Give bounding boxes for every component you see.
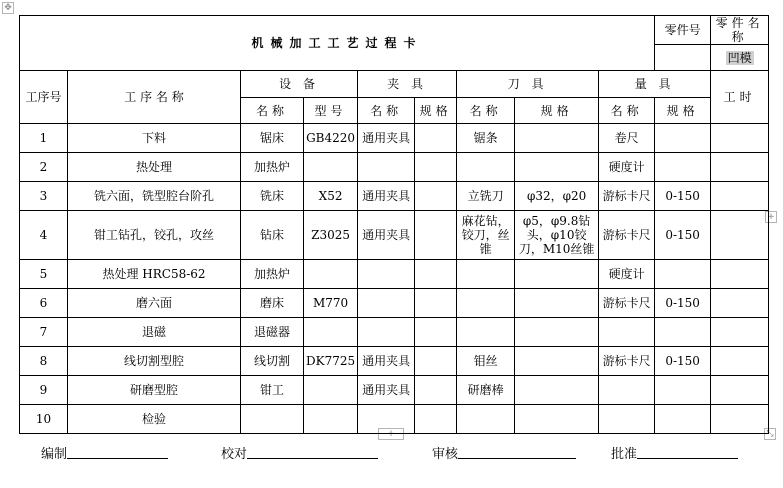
equipment-model-cell[interactable] [304, 376, 358, 405]
table-row [20, 153, 769, 182]
fixture-name-cell[interactable] [358, 260, 415, 289]
fixture-name-cell[interactable]: 通用夹具 [358, 376, 415, 405]
equipment-model-cell[interactable] [304, 260, 358, 289]
tool-spec-cell[interactable] [515, 318, 599, 347]
fixture-spec-cell[interactable] [415, 153, 457, 182]
table-row [20, 260, 769, 289]
process-name-header: 工 序 名 称 [68, 71, 241, 124]
process-name-cell[interactable]: 铣六面，铣型腔台阶孔 [68, 182, 241, 211]
fixture-spec-cell[interactable] [415, 347, 457, 376]
process-name-cell[interactable]: 研磨型腔 [68, 376, 241, 405]
equipment-model-subheader: 型号 [304, 98, 358, 124]
gauge-spec-cell[interactable]: 0-150 [655, 182, 711, 211]
equipment-name-cell[interactable]: 退磁器 [241, 318, 304, 347]
process-name-cell[interactable]: 检验 [68, 405, 241, 434]
equipment-name-cell[interactable]: 线切割 [241, 347, 304, 376]
tool-name-cell[interactable]: 锯条 [457, 124, 515, 153]
process-name-cell[interactable]: 下料 [68, 124, 241, 153]
fixture-name-cell[interactable] [358, 153, 415, 182]
approved-signature-line[interactable] [637, 458, 738, 459]
fixture-spec-subheader: 规格 [415, 98, 457, 124]
tool-header: 刀 具 [457, 71, 599, 98]
step-no-cell[interactable]: 5 [20, 260, 68, 289]
gauge-name-cell[interactable]: 硬度计 [599, 153, 655, 182]
approved-label: 批准 [611, 447, 638, 462]
equipment-model-cell[interactable]: DK7725 [304, 347, 358, 376]
step-no-cell[interactable]: 2 [20, 153, 68, 182]
gauge-spec-cell[interactable] [655, 405, 711, 434]
step-no-cell[interactable]: 3 [20, 182, 68, 211]
table-row [20, 124, 769, 153]
equipment-model-cell[interactable]: GB4220 [304, 124, 358, 153]
gauge-name-cell[interactable] [599, 376, 655, 405]
equipment-name-cell[interactable]: 加热炉 [241, 153, 304, 182]
fixture-spec-cell[interactable] [415, 289, 457, 318]
equipment-model-cell[interactable] [304, 153, 358, 182]
equipment-name-cell[interactable]: 加热炉 [241, 260, 304, 289]
equipment-name-cell[interactable]: 钳工 [241, 376, 304, 405]
gauge-spec-cell[interactable]: 0-150 [655, 211, 711, 260]
equipment-name-cell[interactable]: 锯床 [241, 124, 304, 153]
tool-spec-cell[interactable]: φ5，φ9.8钻头，φ10铰刀，M10丝锥 [515, 211, 599, 260]
fixture-header: 夹 具 [358, 71, 457, 98]
add-row-plus-icon[interactable]: + [378, 428, 404, 440]
step-no-cell[interactable]: 8 [20, 347, 68, 376]
gauge-name-cell[interactable]: 卷尺 [599, 124, 655, 153]
gauge-name-cell[interactable]: 硬度计 [599, 260, 655, 289]
tool-spec-cell[interactable]: φ32，φ20 [515, 182, 599, 211]
tool-name-cell[interactable]: 麻花钻，铰刀，丝锥 [457, 211, 515, 260]
part-name-value: 凹模 [727, 50, 752, 65]
prepared-label: 编制 [41, 447, 68, 462]
step-no-cell[interactable]: 4 [20, 211, 68, 260]
fixture-name-cell[interactable]: 通用夹具 [358, 347, 415, 376]
step-no-cell[interactable]: 6 [20, 289, 68, 318]
reviewed-signature-line[interactable] [458, 458, 576, 459]
time-cell[interactable] [711, 124, 769, 153]
equipment-name-cell[interactable]: 钻床 [241, 211, 304, 260]
equipment-model-cell[interactable] [304, 405, 358, 434]
equipment-name-subheader: 名称 [241, 98, 304, 124]
gauge-spec-cell[interactable]: 0-150 [655, 289, 711, 318]
step-no-cell[interactable]: 7 [20, 318, 68, 347]
table-move-handle-icon[interactable]: ✥ [2, 2, 14, 14]
time-cell[interactable] [711, 318, 769, 347]
part-name-label: 零件名称 [711, 16, 769, 45]
equipment-model-cell[interactable]: M770 [304, 289, 358, 318]
fixture-name-subheader: 名称 [358, 98, 415, 124]
step-no-header: 工序号 [20, 71, 68, 124]
tool-name-subheader: 名称 [457, 98, 515, 124]
gauge-spec-cell[interactable] [655, 153, 711, 182]
tool-name-cell[interactable]: 研磨棒 [457, 376, 515, 405]
time-header: 工时 [711, 71, 769, 124]
part-no-value[interactable] [655, 45, 711, 71]
table-row [20, 376, 769, 405]
table-row [20, 289, 769, 318]
fixture-name-cell[interactable]: 通用夹具 [358, 182, 415, 211]
fixture-name-cell[interactable] [358, 405, 415, 434]
tool-name-cell[interactable] [457, 405, 515, 434]
time-cell[interactable] [711, 153, 769, 182]
equipment-header: 设 备 [241, 71, 358, 98]
time-cell[interactable] [711, 376, 769, 405]
time-cell[interactable] [711, 405, 769, 434]
process-name-cell[interactable]: 钳工钻孔，铰孔，攻丝 [68, 211, 241, 260]
fixture-name-cell[interactable] [358, 289, 415, 318]
gauge-name-cell[interactable]: 游标卡尺 [599, 211, 655, 260]
tool-spec-subheader: 规格 [515, 98, 599, 124]
process-card-table [19, 15, 769, 434]
time-cell[interactable] [711, 211, 769, 260]
tool-name-cell[interactable] [457, 318, 515, 347]
tool-spec-cell[interactable] [515, 405, 599, 434]
fixture-spec-cell[interactable] [415, 405, 457, 434]
process-name-cell[interactable]: 热处理 HRC58-62 [68, 260, 241, 289]
step-no-cell[interactable]: 10 [20, 405, 68, 434]
checked-signature-line[interactable] [247, 458, 378, 459]
table-row [20, 405, 769, 434]
time-cell[interactable] [711, 347, 769, 376]
tool-spec-cell[interactable] [515, 260, 599, 289]
fixture-spec-cell[interactable] [415, 211, 457, 260]
tool-name-cell[interactable] [457, 289, 515, 318]
equipment-name-cell[interactable]: 铣床 [241, 182, 304, 211]
table-row [20, 347, 769, 376]
gauge-name-cell[interactable]: 游标卡尺 [599, 347, 655, 376]
tool-name-cell[interactable]: 钼丝 [457, 347, 515, 376]
fixture-spec-cell[interactable] [415, 318, 457, 347]
gauge-name-cell[interactable]: 游标卡尺 [599, 289, 655, 318]
part-no-label: 零件号 [655, 16, 711, 45]
tool-name-cell[interactable] [457, 260, 515, 289]
gauge-name-cell[interactable] [599, 318, 655, 347]
fixture-name-cell[interactable]: 通用夹具 [358, 211, 415, 260]
equipment-name-cell[interactable] [241, 405, 304, 434]
process-name-cell[interactable]: 线切割型腔 [68, 347, 241, 376]
prepared-signature-line[interactable] [67, 458, 168, 459]
gauge-spec-subheader: 规格 [655, 98, 711, 124]
gauge-spec-cell[interactable] [655, 124, 711, 153]
tool-name-cell[interactable]: 立铣刀 [457, 182, 515, 211]
tool-spec-cell[interactable] [515, 347, 599, 376]
equipment-model-cell[interactable] [304, 318, 358, 347]
reviewed-label: 审核 [432, 447, 459, 462]
tool-spec-cell[interactable] [515, 289, 599, 318]
gauge-name-subheader: 名称 [599, 98, 655, 124]
tool-spec-cell[interactable] [515, 153, 599, 182]
equipment-model-cell[interactable]: Z3025 [304, 211, 358, 260]
fixture-spec-cell[interactable] [415, 182, 457, 211]
time-cell[interactable] [711, 289, 769, 318]
tool-spec-cell[interactable] [515, 376, 599, 405]
process-name-cell[interactable]: 热处理 [68, 153, 241, 182]
process-name-cell[interactable]: 磨六面 [68, 289, 241, 318]
table-row [20, 318, 769, 347]
fixture-spec-cell[interactable] [415, 260, 457, 289]
part-name-cell[interactable] [711, 45, 769, 71]
gauge-spec-cell[interactable] [655, 318, 711, 347]
process-name-cell[interactable]: 退磁 [68, 318, 241, 347]
time-cell[interactable] [711, 182, 769, 211]
table-row [20, 182, 769, 211]
fixture-spec-cell[interactable] [415, 376, 457, 405]
time-cell[interactable] [711, 260, 769, 289]
tool-name-cell[interactable] [457, 153, 515, 182]
gauge-spec-cell[interactable]: 0-150 [655, 347, 711, 376]
gauge-header: 量 具 [599, 71, 711, 98]
card-title: 机械加工工艺过程卡 [20, 16, 655, 71]
tool-spec-cell[interactable] [515, 124, 599, 153]
fixture-name-cell[interactable]: 通用夹具 [358, 124, 415, 153]
step-no-cell[interactable]: 9 [20, 376, 68, 405]
add-column-plus-icon[interactable]: + [765, 211, 777, 223]
fixture-name-cell[interactable] [358, 318, 415, 347]
table-row [20, 211, 769, 260]
step-no-cell[interactable]: 1 [20, 124, 68, 153]
gauge-spec-cell[interactable] [655, 376, 711, 405]
gauge-spec-cell[interactable] [655, 260, 711, 289]
gauge-name-cell[interactable]: 游标卡尺 [599, 182, 655, 211]
checked-label: 校对 [221, 447, 248, 462]
equipment-name-cell[interactable]: 磨床 [241, 289, 304, 318]
gauge-name-cell[interactable] [599, 405, 655, 434]
table-resize-handle-icon[interactable]: ⤡ [764, 428, 776, 440]
equipment-model-cell[interactable]: X52 [304, 182, 358, 211]
fixture-spec-cell[interactable] [415, 124, 457, 153]
